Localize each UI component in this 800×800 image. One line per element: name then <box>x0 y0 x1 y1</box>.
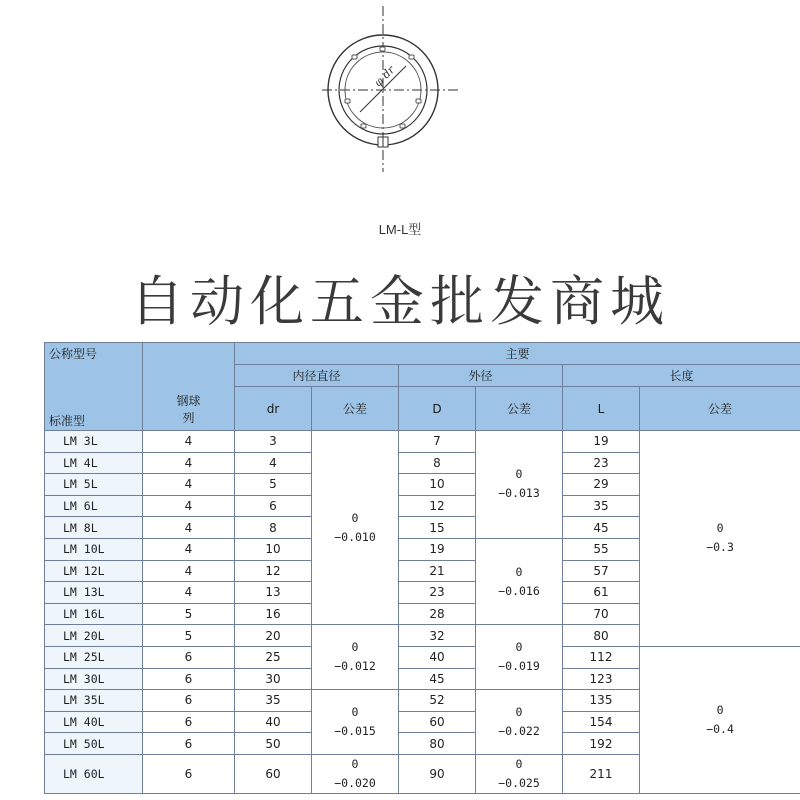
dr-cell: 8 <box>235 517 312 539</box>
dr-cell: 10 <box>235 538 312 560</box>
D-cell: 8 <box>399 452 476 474</box>
model-cell: LM 50L <box>45 733 143 755</box>
D-cell: 90 <box>399 754 476 793</box>
L-cell: 45 <box>563 517 640 539</box>
D-cell: 10 <box>399 474 476 496</box>
dr-tolerance-cell <box>312 431 399 625</box>
ball-rows-cell: 5 <box>143 603 235 625</box>
dr-tolerance-cell-lower: −0.020 <box>334 775 376 790</box>
D-tolerance-cell-lower: −0.013 <box>498 486 540 501</box>
D-tolerance-cell-upper: 0 <box>515 705 523 720</box>
model-cell: LM 6L <box>45 495 143 517</box>
D-cell: 19 <box>399 538 476 560</box>
ball-rows-cell: 5 <box>143 625 235 647</box>
table-body <box>45 431 800 794</box>
D-tolerance-cell-lower: −0.019 <box>498 659 540 674</box>
L-cell: 70 <box>563 603 640 625</box>
header-dr: dr <box>235 387 312 431</box>
header-ball-rows: 钢球 列 <box>143 343 235 431</box>
dr-tolerance-cell-lower: −0.012 <box>334 659 376 674</box>
D-tolerance-cell-upper: 0 <box>515 467 523 482</box>
L-cell: 61 <box>563 582 640 604</box>
D-tolerance-cell-upper: 0 <box>515 640 523 655</box>
ball-rows-cell: 4 <box>143 431 235 453</box>
ball-rows-cell: 4 <box>143 582 235 604</box>
header-nominal-model: 公称型号 <box>49 346 98 361</box>
D-tolerance-cell <box>476 538 563 624</box>
watermark-text: 自动化五金批发商城 <box>130 270 670 333</box>
D-cell: 80 <box>399 733 476 755</box>
L-cell: 154 <box>563 711 640 733</box>
model-cell: LM 5L <box>45 474 143 496</box>
L-cell: 19 <box>563 431 640 453</box>
model-cell: LM 10L <box>45 538 143 560</box>
dr-tolerance-cell-upper: 0 <box>351 510 359 525</box>
dr-cell: 4 <box>235 452 312 474</box>
ball-rows-cell: 4 <box>143 474 235 496</box>
L-cell: 80 <box>563 625 640 647</box>
ball-rows-cell: 6 <box>143 733 235 755</box>
header-main-dimensions: 主要 <box>235 343 800 365</box>
D-tolerance-cell <box>476 754 563 793</box>
header-L: L <box>563 387 640 431</box>
L-tolerance-cell <box>640 431 800 647</box>
ball-rows-cell: 4 <box>143 452 235 474</box>
dr-cell: 25 <box>235 646 312 668</box>
L-cell: 57 <box>563 560 640 582</box>
header-dr-tolerance: 公差 <box>312 387 399 431</box>
D-cell: 32 <box>399 625 476 647</box>
model-cell: LM 35L <box>45 690 143 712</box>
L-cell: 112 <box>563 646 640 668</box>
L-cell: 192 <box>563 733 640 755</box>
header-model-cell <box>45 343 143 431</box>
dr-tolerance-cell <box>312 690 399 755</box>
model-cell: LM 3L <box>45 431 143 453</box>
D-cell: 28 <box>399 603 476 625</box>
D-tolerance-cell-upper: 0 <box>515 564 523 579</box>
dr-cell: 16 <box>235 603 312 625</box>
model-cell: LM 13L <box>45 582 143 604</box>
diameter-dimension-label: φ dr <box>371 63 398 90</box>
L-tolerance-cell-lower: −0.4 <box>706 721 734 736</box>
D-cell: 15 <box>399 517 476 539</box>
dr-cell: 50 <box>235 733 312 755</box>
dr-tolerance-cell-lower: −0.015 <box>334 724 376 739</box>
D-tolerance-cell-upper: 0 <box>515 756 523 771</box>
dr-tolerance-cell-lower: −0.010 <box>334 529 376 544</box>
header-length: 长度 <box>563 365 800 387</box>
bushing-cross-section-drawing <box>300 0 480 175</box>
D-cell: 40 <box>399 646 476 668</box>
L-cell: 135 <box>563 690 640 712</box>
dr-tolerance-cell-upper: 0 <box>351 756 359 771</box>
D-cell: 7 <box>399 431 476 453</box>
header-D-tolerance: 公差 <box>476 387 563 431</box>
L-cell: 123 <box>563 668 640 690</box>
dr-tolerance-cell <box>312 625 399 690</box>
model-cell: LM 12L <box>45 560 143 582</box>
dr-cell: 3 <box>235 431 312 453</box>
L-tolerance-cell-upper: 0 <box>716 521 724 536</box>
L-cell: 211 <box>563 754 640 793</box>
L-tolerance-cell <box>640 646 800 793</box>
D-tolerance-cell <box>476 625 563 690</box>
D-cell: 12 <box>399 495 476 517</box>
ball-rows-cell: 4 <box>143 495 235 517</box>
figure-caption: LM-L型 <box>378 222 422 237</box>
D-cell: 21 <box>399 560 476 582</box>
ball-rows-cell: 6 <box>143 646 235 668</box>
dr-tolerance-cell <box>312 754 399 793</box>
table-row <box>45 646 800 668</box>
model-cell: LM 16L <box>45 603 143 625</box>
L-cell: 35 <box>563 495 640 517</box>
D-tolerance-cell-lower: −0.025 <box>498 775 540 790</box>
model-cell: LM 8L <box>45 517 143 539</box>
dr-cell: 35 <box>235 690 312 712</box>
ball-rows-cell: 6 <box>143 690 235 712</box>
dr-cell: 60 <box>235 754 312 793</box>
model-cell: LM 4L <box>45 452 143 474</box>
L-cell: 23 <box>563 452 640 474</box>
dr-cell: 30 <box>235 668 312 690</box>
header-outer-diameter: 外径 <box>399 365 563 387</box>
model-cell: LM 20L <box>45 625 143 647</box>
D-cell: 60 <box>399 711 476 733</box>
ball-rows-cell: 4 <box>143 538 235 560</box>
ball-rows-cell: 6 <box>143 754 235 793</box>
dr-cell: 20 <box>235 625 312 647</box>
header-inner-diameter: 内径直径 <box>235 365 399 387</box>
D-tolerance-cell-lower: −0.016 <box>498 583 540 598</box>
dr-cell: 12 <box>235 560 312 582</box>
ball-rows-cell: 4 <box>143 560 235 582</box>
D-tolerance-cell <box>476 431 563 539</box>
model-cell: LM 25L <box>45 646 143 668</box>
header-standard-model: 标准型 <box>49 413 86 428</box>
dr-tolerance-cell-upper: 0 <box>351 705 359 720</box>
D-cell: 45 <box>399 668 476 690</box>
model-cell: LM 40L <box>45 711 143 733</box>
ball-rows-cell: 6 <box>143 668 235 690</box>
model-cell: LM 30L <box>45 668 143 690</box>
dr-cell: 6 <box>235 495 312 517</box>
table-row <box>45 431 800 453</box>
D-cell: 23 <box>399 582 476 604</box>
dr-tolerance-cell-upper: 0 <box>351 640 359 655</box>
ball-rows-cell: 6 <box>143 711 235 733</box>
D-cell: 52 <box>399 690 476 712</box>
L-cell: 55 <box>563 538 640 560</box>
dr-cell: 5 <box>235 474 312 496</box>
ball-rows-cell: 4 <box>143 517 235 539</box>
model-cell: LM 60L <box>45 754 143 793</box>
header-D: D <box>399 387 476 431</box>
L-tolerance-cell-upper: 0 <box>716 702 724 717</box>
header-L-tolerance: 公差 <box>640 387 800 431</box>
dr-cell: 13 <box>235 582 312 604</box>
L-cell: 29 <box>563 474 640 496</box>
dr-cell: 40 <box>235 711 312 733</box>
L-tolerance-cell-lower: −0.3 <box>706 540 734 555</box>
D-tolerance-cell <box>476 690 563 755</box>
D-tolerance-cell-lower: −0.022 <box>498 724 540 739</box>
specification-table <box>44 342 800 794</box>
